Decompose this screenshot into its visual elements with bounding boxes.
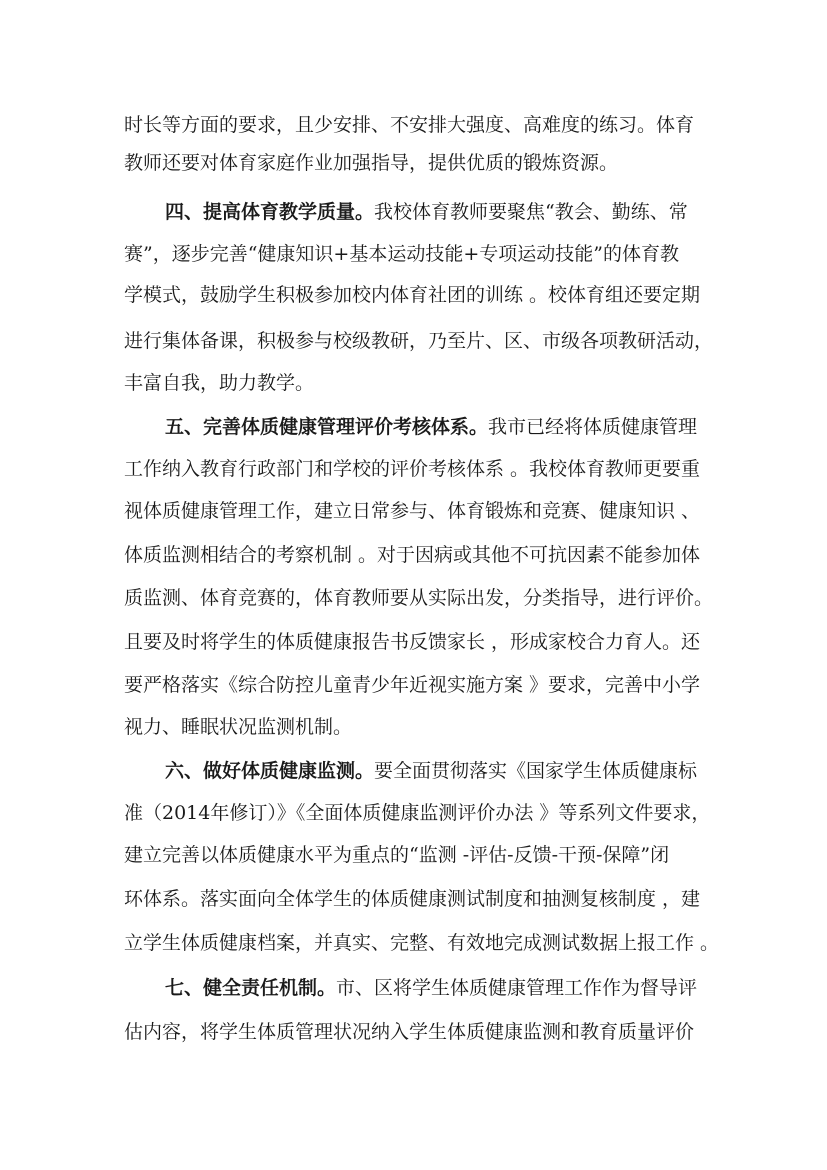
- line-text: 教师还要对体育家庭作业加强指导，提供优质的锻炼资源。: [124, 152, 619, 174]
- text-line: [0, 757, 827, 785]
- text-line: [0, 111, 827, 139]
- text-line: [0, 198, 827, 226]
- section-heading: 四、提高体育教学质量。: [165, 201, 375, 223]
- line-text: 估内容，将学生体质管理状况纳入学生体质健康监测和教育质量评价: [124, 1021, 695, 1043]
- text-line: [0, 327, 827, 355]
- line-text: 立学生体质健康档案，并真实、完整、有效地完成测试数据上报工作 。: [124, 932, 720, 954]
- line-text: 要全面贯彻落实《国家学生体质健康标: [374, 760, 698, 782]
- text-line: [0, 149, 827, 177]
- text-line: [0, 713, 827, 741]
- text-line: [0, 240, 827, 268]
- line-text: 学模式，鼓励学生积极参加校内体育社团的训练 。校体育组还要定期: [124, 284, 701, 306]
- text-line: [0, 974, 827, 1002]
- line-text: 市、区将学生体质健康管理工作作为督导评: [336, 977, 698, 999]
- section-heading: 六、做好体质健康监测。: [165, 760, 375, 782]
- text-line: [0, 841, 827, 869]
- line-text: 工作纳入教育行政部门和学校的评价考核体系 。我校体育教师更要重: [124, 458, 701, 480]
- text-line: [0, 541, 827, 569]
- text-line: [0, 413, 827, 441]
- line-text: 建立完善以体质健康水平为重点的“监测 -评估-反馈-干预-保障”闭: [124, 844, 670, 866]
- line-text: 准（2014年修订）》《全面体质健康监测评价办法 》等系列文件要求，: [124, 802, 711, 824]
- text-line: [0, 885, 827, 913]
- line-text: 且要及时将学生的体质健康报告书反馈家长 ，形成家校合力育人。还: [124, 631, 701, 653]
- text-line: [0, 497, 827, 525]
- line-text: 我市已经将体质健康管理: [488, 416, 698, 438]
- line-text: 环体系。落实面向全体学生的体质健康测试制度和抽测复核制度 ，建: [124, 888, 701, 910]
- section-heading: 五、完善体质健康管理评价考核体系。: [165, 416, 489, 438]
- text-line: [0, 455, 827, 483]
- line-text: 时长等方面的要求，且少安排、不安排大强度、高难度的练习。体育: [124, 114, 695, 136]
- line-text: 我校体育教师要聚焦“教会、勤练、常: [374, 201, 688, 223]
- text-line: [0, 799, 827, 827]
- line-text: 视体质健康管理工作，建立日常参与、体育锻炼和竞赛、健康知识 、: [124, 500, 701, 522]
- line-text: 要严格落实《综合防控儿童青少年近视实施方案 》要求，完善中小学: [124, 674, 701, 696]
- text-line: [0, 929, 827, 957]
- line-text: 赛”，逐步完善“健康知识+基本运动技能+专项运动技能”的体育教: [124, 243, 679, 265]
- text-line: [0, 584, 827, 612]
- line-text: 质监测、体育竞赛的，体育教师要从实际出发，分类指导，进行评价。: [124, 587, 714, 609]
- line-text: 丰富自我，助力教学。: [124, 372, 315, 394]
- text-line: [0, 671, 827, 699]
- section-heading: 七、健全责任机制。: [165, 977, 337, 999]
- line-text: 体质监测相结合的考察机制 。对于因病或其他不可抗因素不能参加体: [124, 544, 701, 566]
- text-line: [0, 1018, 827, 1046]
- text-line: [0, 369, 827, 397]
- line-text: 进行集体备课，积极参与校级教研，乃至片、区、市级各项教研活动，: [124, 330, 714, 352]
- text-line: [0, 281, 827, 309]
- text-line: [0, 628, 827, 656]
- line-text: 视力、睡眠状况监测机制。: [124, 716, 353, 738]
